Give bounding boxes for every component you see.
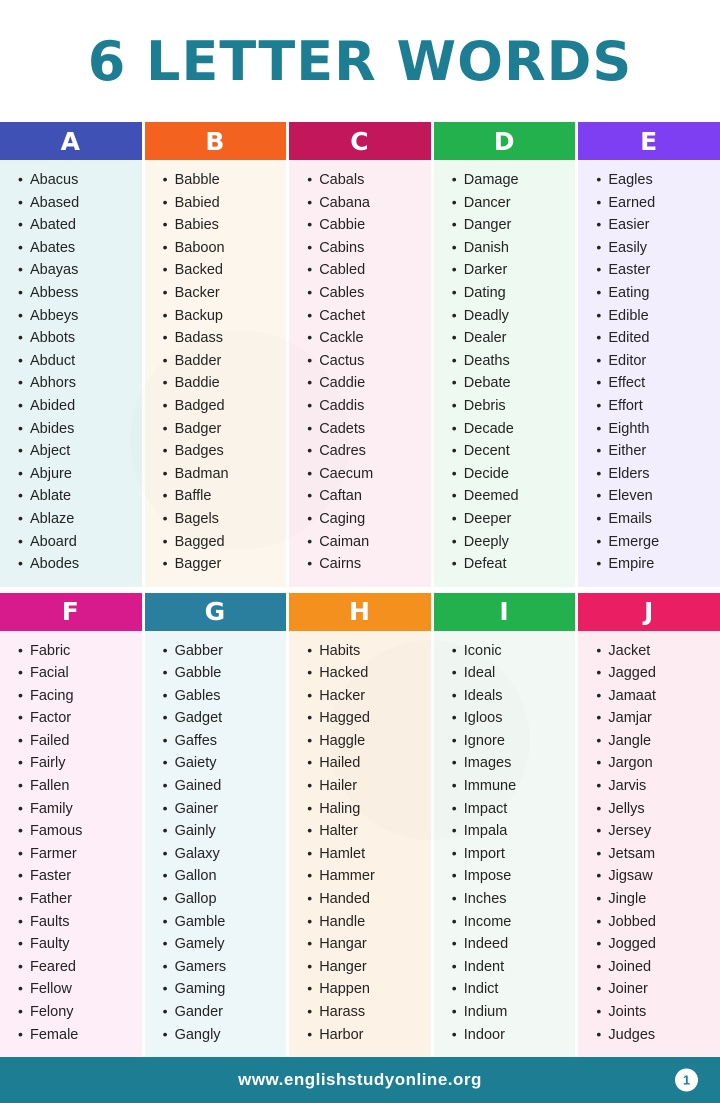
- word-item: • Damage: [452, 169, 570, 192]
- word-item: • Gaming: [163, 978, 281, 1001]
- word-item: • Jargon: [596, 752, 714, 775]
- word-item: • Danger: [452, 214, 570, 237]
- word-item: • Danish: [452, 237, 570, 260]
- page-title: 6 LETTER WORDS: [87, 29, 633, 93]
- word-item: • Abacus: [18, 169, 136, 192]
- word-item: • Baffle: [163, 485, 281, 508]
- word-item: • Impala: [452, 820, 570, 843]
- word-item: • Farmer: [18, 843, 136, 866]
- word-item: • Jamaat: [596, 685, 714, 708]
- word-item: • Deemed: [452, 485, 570, 508]
- column-header-e: E: [578, 122, 720, 160]
- word-item: • Father: [18, 888, 136, 911]
- word-item: • Debate: [452, 372, 570, 395]
- word-item: • Babble: [163, 169, 281, 192]
- column-body-e: [578, 160, 720, 587]
- letter-column-b: [145, 122, 287, 587]
- word-item: • Emerge: [596, 531, 714, 554]
- word-item: • Joined: [596, 956, 714, 979]
- letter-column-i: [434, 593, 576, 1058]
- letter-column-h: [289, 593, 431, 1058]
- word-item: • Facial: [18, 662, 136, 685]
- word-item: • Faster: [18, 865, 136, 888]
- word-item: • Backer: [163, 282, 281, 305]
- word-item: • Ignore: [452, 730, 570, 753]
- word-item: • Fellow: [18, 978, 136, 1001]
- word-item: • Felony: [18, 1001, 136, 1024]
- word-item: • Images: [452, 752, 570, 775]
- word-item: • Hacked: [307, 662, 425, 685]
- word-item: • Elders: [596, 463, 714, 486]
- word-item: • Jersey: [596, 820, 714, 843]
- word-item: • Joiner: [596, 978, 714, 1001]
- word-item: • Aboard: [18, 531, 136, 554]
- word-item: • Bagger: [163, 553, 281, 576]
- word-item: • Factor: [18, 707, 136, 730]
- word-item: • Hailer: [307, 775, 425, 798]
- word-list-i: [434, 640, 576, 1047]
- word-item: • Caiman: [307, 531, 425, 554]
- word-item: • Iconic: [452, 640, 570, 663]
- word-item: • Eleven: [596, 485, 714, 508]
- word-item: • Cables: [307, 282, 425, 305]
- word-item: • Gainer: [163, 798, 281, 821]
- word-item: • Ideal: [452, 662, 570, 685]
- word-item: • Gangly: [163, 1024, 281, 1047]
- word-item: • Galaxy: [163, 843, 281, 866]
- word-item: • Babied: [163, 192, 281, 215]
- word-item: • Easily: [596, 237, 714, 260]
- word-item: • Indium: [452, 1001, 570, 1024]
- word-item: • Caddis: [307, 395, 425, 418]
- column-body-c: [289, 160, 431, 587]
- word-item: • Abides: [18, 418, 136, 441]
- word-item: • Debris: [452, 395, 570, 418]
- word-item: • Easier: [596, 214, 714, 237]
- word-item: • Gained: [163, 775, 281, 798]
- word-item: • Harbor: [307, 1024, 425, 1047]
- word-item: • Haggle: [307, 730, 425, 753]
- word-item: • Hagged: [307, 707, 425, 730]
- word-item: • Indict: [452, 978, 570, 1001]
- word-item: • Famous: [18, 820, 136, 843]
- word-item: • Badges: [163, 440, 281, 463]
- word-item: • Hacker: [307, 685, 425, 708]
- letter-row-1: [0, 122, 720, 587]
- word-item: • Abhors: [18, 372, 136, 395]
- word-item: • Decent: [452, 440, 570, 463]
- word-item: • Abided: [18, 395, 136, 418]
- word-item: • Cairns: [307, 553, 425, 576]
- word-item: • Caecum: [307, 463, 425, 486]
- column-body-a: [0, 160, 142, 587]
- word-item: • Cabbie: [307, 214, 425, 237]
- word-list-h: [289, 640, 431, 1047]
- word-list-a: [0, 169, 142, 576]
- website-url[interactable]: www.englishstudyonline.org: [238, 1070, 482, 1089]
- word-item: • Impose: [452, 865, 570, 888]
- column-body-f: [0, 631, 142, 1058]
- column-header-d: D: [434, 122, 576, 160]
- word-item: • Igloos: [452, 707, 570, 730]
- word-item: • Abayas: [18, 259, 136, 282]
- column-header-g: G: [145, 593, 287, 631]
- column-body-d: [434, 160, 576, 587]
- word-item: • Feared: [18, 956, 136, 979]
- word-item: • Facing: [18, 685, 136, 708]
- letter-column-d: [434, 122, 576, 587]
- word-list-d: [434, 169, 576, 576]
- word-item: • Failed: [18, 730, 136, 753]
- word-item: • Gallop: [163, 888, 281, 911]
- word-item: • Abjure: [18, 463, 136, 486]
- word-item: • Inches: [452, 888, 570, 911]
- word-item: • Jetsam: [596, 843, 714, 866]
- word-item: • Gaiety: [163, 752, 281, 775]
- word-item: • Jingle: [596, 888, 714, 911]
- word-item: • Gaffes: [163, 730, 281, 753]
- word-item: • Fabric: [18, 640, 136, 663]
- page-footer: [0, 1057, 720, 1103]
- word-item: • Badger: [163, 418, 281, 441]
- word-item: • Badder: [163, 350, 281, 373]
- word-item: • Abbots: [18, 327, 136, 350]
- word-item: • Deaths: [452, 350, 570, 373]
- word-item: • Harass: [307, 1001, 425, 1024]
- word-list-b: [145, 169, 287, 576]
- column-body-g: [145, 631, 287, 1058]
- word-item: • Edited: [596, 327, 714, 350]
- word-item: • Abduct: [18, 350, 136, 373]
- word-item: • Female: [18, 1024, 136, 1047]
- letter-column-g: [145, 593, 287, 1058]
- word-item: • Gainly: [163, 820, 281, 843]
- column-body-j: [578, 631, 720, 1058]
- word-item: • Gabble: [163, 662, 281, 685]
- word-item: • Haling: [307, 798, 425, 821]
- word-item: • Abbess: [18, 282, 136, 305]
- letter-blocks: [0, 122, 720, 1057]
- column-header-h: H: [289, 593, 431, 631]
- word-item: • Eating: [596, 282, 714, 305]
- word-item: • Income: [452, 911, 570, 934]
- page-title-bar: [0, 0, 720, 122]
- word-item: • Abodes: [18, 553, 136, 576]
- column-header-a: A: [0, 122, 142, 160]
- word-item: • Cabals: [307, 169, 425, 192]
- word-item: • Caddie: [307, 372, 425, 395]
- word-item: • Jobbed: [596, 911, 714, 934]
- letter-column-c: [289, 122, 431, 587]
- word-item: • Ablaze: [18, 508, 136, 531]
- word-item: • Abated: [18, 214, 136, 237]
- word-item: • Badman: [163, 463, 281, 486]
- word-item: • Badass: [163, 327, 281, 350]
- word-item: • Faults: [18, 911, 136, 934]
- word-item: • Cabana: [307, 192, 425, 215]
- word-item: • Caging: [307, 508, 425, 531]
- word-item: • Cactus: [307, 350, 425, 373]
- word-item: • Caftan: [307, 485, 425, 508]
- word-item: • Halter: [307, 820, 425, 843]
- word-item: • Impact: [452, 798, 570, 821]
- letter-column-a: [0, 122, 142, 587]
- word-item: • Deeper: [452, 508, 570, 531]
- word-item: • Jogged: [596, 933, 714, 956]
- column-header-i: I: [434, 593, 576, 631]
- word-item: • Indoor: [452, 1024, 570, 1047]
- word-item: • Deeply: [452, 531, 570, 554]
- word-item: • Dealer: [452, 327, 570, 350]
- page-number-badge: 1: [675, 1069, 698, 1092]
- word-item: • Jamjar: [596, 707, 714, 730]
- word-item: • Gallon: [163, 865, 281, 888]
- word-item: • Effort: [596, 395, 714, 418]
- word-item: • Fallen: [18, 775, 136, 798]
- word-item: • Hammer: [307, 865, 425, 888]
- word-item: • Ideals: [452, 685, 570, 708]
- word-item: • Bagged: [163, 531, 281, 554]
- word-item: • Hanger: [307, 956, 425, 979]
- letter-column-f: [0, 593, 142, 1058]
- word-item: • Indent: [452, 956, 570, 979]
- word-item: • Abased: [18, 192, 136, 215]
- word-list-j: [578, 640, 720, 1047]
- word-item: • Emails: [596, 508, 714, 531]
- column-header-b: B: [145, 122, 287, 160]
- word-item: • Jellys: [596, 798, 714, 821]
- word-item: • Jangle: [596, 730, 714, 753]
- word-item: • Gabber: [163, 640, 281, 663]
- word-item: • Indeed: [452, 933, 570, 956]
- word-item: • Backed: [163, 259, 281, 282]
- word-item: • Darker: [452, 259, 570, 282]
- word-item: • Dating: [452, 282, 570, 305]
- word-item: • Judges: [596, 1024, 714, 1047]
- word-item: • Decade: [452, 418, 570, 441]
- word-item: • Gadget: [163, 707, 281, 730]
- letter-column-e: [578, 122, 720, 587]
- word-item: • Easter: [596, 259, 714, 282]
- word-item: • Abates: [18, 237, 136, 260]
- word-item: • Jagged: [596, 662, 714, 685]
- word-item: • Abbeys: [18, 305, 136, 328]
- word-item: • Gamers: [163, 956, 281, 979]
- word-item: • Either: [596, 440, 714, 463]
- word-item: • Cachet: [307, 305, 425, 328]
- word-item: • Ablate: [18, 485, 136, 508]
- column-body-h: [289, 631, 431, 1058]
- word-item: • Backup: [163, 305, 281, 328]
- word-item: • Jigsaw: [596, 865, 714, 888]
- word-item: • Jarvis: [596, 775, 714, 798]
- word-item: • Babies: [163, 214, 281, 237]
- word-item: • Gables: [163, 685, 281, 708]
- word-list-f: [0, 640, 142, 1047]
- word-item: • Import: [452, 843, 570, 866]
- column-header-f: F: [0, 593, 142, 631]
- word-item: • Immune: [452, 775, 570, 798]
- word-item: • Habits: [307, 640, 425, 663]
- column-header-c: C: [289, 122, 431, 160]
- word-item: • Deadly: [452, 305, 570, 328]
- word-item: • Fairly: [18, 752, 136, 775]
- word-item: • Joints: [596, 1001, 714, 1024]
- word-item: • Cackle: [307, 327, 425, 350]
- word-item: • Hailed: [307, 752, 425, 775]
- word-item: • Family: [18, 798, 136, 821]
- letter-row-2: [0, 593, 720, 1058]
- word-list-g: [145, 640, 287, 1047]
- word-item: • Faulty: [18, 933, 136, 956]
- word-item: • Badged: [163, 395, 281, 418]
- word-item: • Handed: [307, 888, 425, 911]
- column-body-b: [145, 160, 287, 587]
- word-item: • Gamble: [163, 911, 281, 934]
- word-item: • Effect: [596, 372, 714, 395]
- word-item: • Bagels: [163, 508, 281, 531]
- word-list-e: [578, 169, 720, 576]
- word-item: • Hamlet: [307, 843, 425, 866]
- word-item: • Gander: [163, 1001, 281, 1024]
- column-body-i: [434, 631, 576, 1058]
- word-item: • Happen: [307, 978, 425, 1001]
- word-item: • Editor: [596, 350, 714, 373]
- letter-column-j: [578, 593, 720, 1058]
- word-item: • Edible: [596, 305, 714, 328]
- word-item: • Gamely: [163, 933, 281, 956]
- word-item: • Empire: [596, 553, 714, 576]
- word-item: • Decide: [452, 463, 570, 486]
- word-item: • Cabled: [307, 259, 425, 282]
- word-item: • Eighth: [596, 418, 714, 441]
- word-item: • Eagles: [596, 169, 714, 192]
- word-item: • Cadres: [307, 440, 425, 463]
- word-item: • Handle: [307, 911, 425, 934]
- column-header-j: J: [578, 593, 720, 631]
- word-item: • Dancer: [452, 192, 570, 215]
- word-item: • Cabins: [307, 237, 425, 260]
- word-item: • Hangar: [307, 933, 425, 956]
- word-item: • Baddie: [163, 372, 281, 395]
- word-item: • Baboon: [163, 237, 281, 260]
- word-item: • Jacket: [596, 640, 714, 663]
- word-item: • Cadets: [307, 418, 425, 441]
- word-item: • Defeat: [452, 553, 570, 576]
- word-item: • Abject: [18, 440, 136, 463]
- word-item: • Earned: [596, 192, 714, 215]
- word-list-c: [289, 169, 431, 576]
